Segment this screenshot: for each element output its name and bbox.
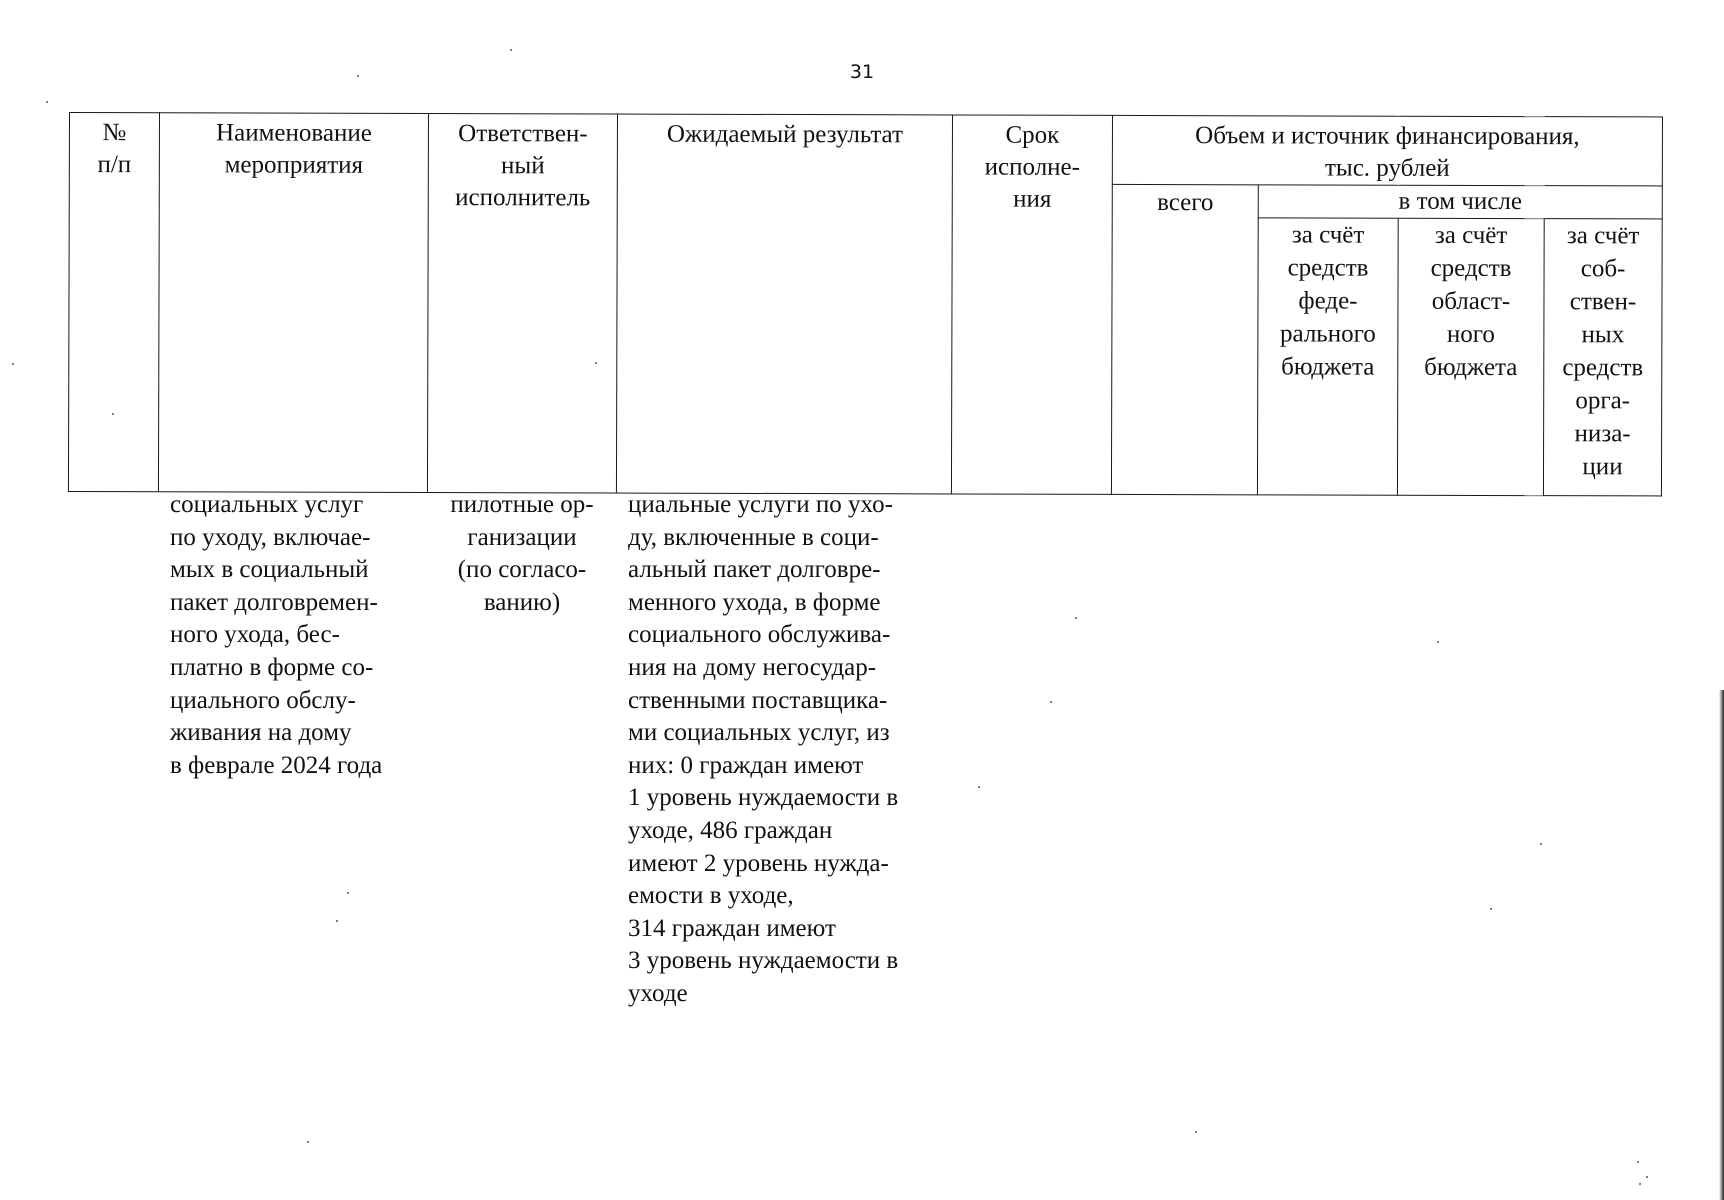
scan-speck [1646, 1176, 1648, 1178]
row-responsible-cell: пилотные ор- ганизации (по согласо- ванию) [450, 491, 594, 616]
scan-speck [595, 362, 597, 364]
header-table [68, 112, 1663, 496]
header-total: всего [1111, 184, 1258, 494]
scan-speck [336, 920, 338, 922]
scan-speck [1637, 1161, 1639, 1163]
header-deadline: Срок исполне- ния [951, 115, 1112, 494]
header-finance: Объем и источник финансирования, тыс. рублей [1112, 115, 1662, 186]
header-name: Наименование мероприятия [158, 113, 428, 493]
scan-speck [12, 363, 14, 365]
scan-speck [1050, 701, 1052, 703]
header-responsible: Ответствен- ный исполнитель [427, 114, 617, 494]
scan-speck [357, 75, 359, 77]
scan-speck [1490, 908, 1492, 910]
header-own: за счёт соб- ствен- ных средств орга- низа- ции [1543, 219, 1662, 496]
scan-speck [46, 101, 48, 103]
scan-speck [1540, 843, 1542, 845]
page-number: 31 [849, 61, 875, 83]
header-including: в том числе [1258, 185, 1662, 219]
scan-speck [347, 892, 349, 894]
scan-speck [1639, 1183, 1641, 1185]
scan-speck [1075, 617, 1077, 619]
header-federal: за счёт средств феде- рального бюджета [1257, 218, 1398, 495]
scan-speck [112, 413, 114, 415]
header-result: Ожидаемый результат [616, 114, 952, 494]
scan-speck [510, 49, 512, 51]
header-regional: за счёт средств област- ного бюджета [1397, 218, 1544, 495]
scan-speck [1195, 1131, 1197, 1133]
scan-edge-shadow [1719, 690, 1724, 1200]
scan-speck [1437, 641, 1439, 643]
scan-speck [307, 1141, 309, 1143]
header-num: № п/п [68, 113, 159, 492]
row-result-cell: циальные услуги по ухо- ду, включенные в соци- альный пакет долговре- менного ухода, в форме социального обслужива- ния на дому негосудар- ственными поставщика- ми социальных услуг, из них: 0 граждан имеют 1 уровень нуждаемости в уходе, 486 граждан имеют 2 уровень нужда- емости в уходе, 314 граждан имеют 3 уровень нуждаемости в уходе [628, 491, 899, 1007]
scan-speck [978, 786, 980, 788]
row-name-cell: социальных услуг по уходу, включае- мых в социальный пакет долговремен- ного ухода, бес- платно в форме со- циального обслу- живания на дому в феврале 2024 года [170, 491, 383, 779]
